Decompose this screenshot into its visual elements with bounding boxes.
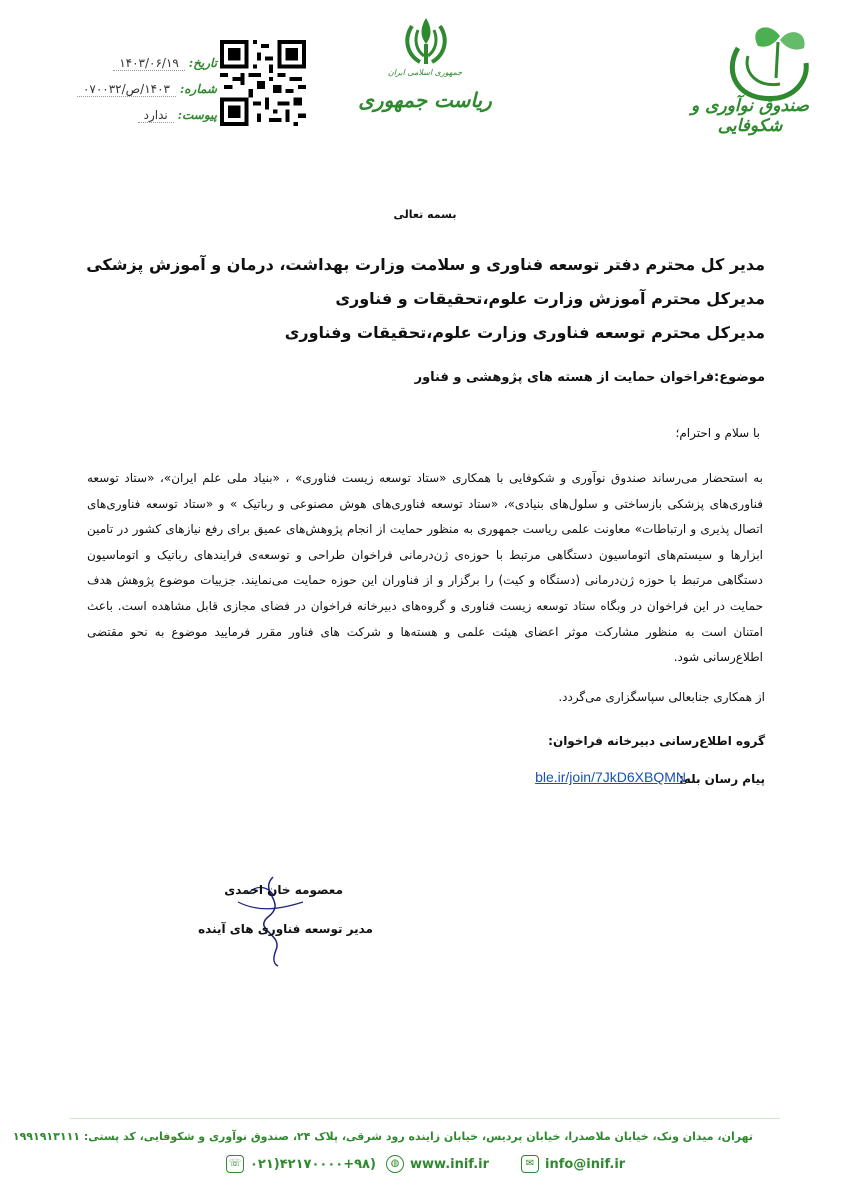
messenger-label: پیام رسان بله: [679, 772, 765, 786]
subject: موضوع:فراخوان حمایت از هسته های پژوهشی و فناور [414, 370, 765, 385]
date-label: تاریخ: [188, 56, 217, 70]
footer-divider [70, 1118, 780, 1119]
attachment-row [138, 108, 217, 122]
addressee-3: مدیرکل محترم توسعه فناوری وزارت علوم،تحقیقات وفناوری [284, 323, 765, 342]
fund-name: صندوق نوآوری و شکوفایی [691, 96, 809, 136]
addressee-1: مدیر کل محترم دفتر توسعه فناوری و سلامت وزارت بهداشت، درمان و آموزش پزشکی [86, 255, 765, 274]
iran-emblem-icon [398, 14, 454, 70]
qr-code-icon[interactable] [220, 40, 306, 126]
footer-phone-value: ۰۲۱)۴۲۱۷۰۰۰۰+۹۸) [250, 1156, 376, 1172]
footer-website-value[interactable]: www.inif.ir [410, 1156, 490, 1172]
number-value: ۱۴۰۳/ص/۰۷۰۰۳۲ [77, 82, 176, 97]
messenger-link[interactable]: ble.ir/join/7JkD6XBQMN [535, 769, 686, 785]
bismillah: بسمه تعالی [393, 208, 457, 221]
attachment-label: پیوست: [177, 108, 217, 122]
signer-title: مدیر توسعه فناوری های آینده [198, 922, 373, 936]
number-row [77, 82, 217, 96]
footer-email-value[interactable]: info@inif.ir [545, 1156, 626, 1172]
footer-email[interactable] [521, 1155, 625, 1173]
number-label: شماره: [179, 82, 217, 96]
phone-icon: ☏ [226, 1155, 244, 1173]
footer-address: تهران، میدان ونک، خیابان ملاصدرا، خیابان پردیس، خیابان زاینده رود شرقی، پلاک ۲۴، صندوق نوآوری و شکوفایی، کد پستی: ۱۹۹۱۹۱۳۱۱۱ [12, 1130, 753, 1143]
addressee-2: مدیرکل محترم آموزش وزارت علوم،تحقیقات و فناوری [335, 289, 765, 308]
body-paragraph: به استحضار می‌رساند صندوق نوآوری و شکوفایی با همکاری «ستاد توسعه زیست فناوری» ، «بنیاد ملی علم ایران»، «ستاد توسعه فناوری‌های پزشکی بازساختی و سلول‌های بنیادی»، «ستاد توسعه فناوری‌های هوش مصنوعی و رباتیک » و «ستاد توسعه فناوری‌های اتصال پذیری و ارتباطات» معاونت علمی ریاست جمهوری به منظور حمایت از انجام پژوهش‌های عمیق برای رفع نیازهای کشور در تامین ابزارها و سیستم‌های اتوماسیون دستگاهی مرتبط با حوزه‌ی ژن‌درمانی فراخوان طراحی و توسعه‌ی فرایندهای رباتیک و اتوماسیون دستگاهی مرتبط با حوزه ژن‌درمانی (دستگاه و کیت) را برگزار و از فناوران این حوزه حمایت می‌نمایند. جزییات موضوع پژوهش هدف حمایت در این فراخوان در وبگاه ستاد توسعه زیست فناوری و گروه‌های دبیرخانه فراخوان در فضای مجازی قابل مشاهده است. باعث امتنان است به منظور مشارکت موثر اعضای هیئت علمی و هسته‌ها و شرکت های فناور مقرر فرمایید موضوع به نحو مقتضی اطلاع‌رسانی شود. [87, 471, 763, 665]
footer-phone [226, 1155, 376, 1173]
attachment-value: ندارد [138, 108, 174, 123]
group-label: گروه اطلاع‌رسانی دبیرخانه فراخوان: [548, 734, 765, 748]
globe-icon: ◍ [386, 1155, 404, 1173]
date-row [113, 56, 217, 70]
footer-website[interactable] [386, 1155, 489, 1173]
presidency-name: ریاست جمهوری [358, 88, 492, 112]
greeting: با سلام و احترام؛ [675, 426, 760, 440]
mail-icon: ✉ [521, 1155, 539, 1173]
presidency-subtitle: جمهوری اسلامی ایران [387, 68, 463, 77]
signer-name: معصومه خان احمدی [224, 883, 343, 897]
closing: از همکاری جنابعالی سپاسگزاری می‌گردد. [558, 690, 765, 704]
date-value: ۱۴۰۳/۰۶/۱۹ [113, 56, 185, 71]
